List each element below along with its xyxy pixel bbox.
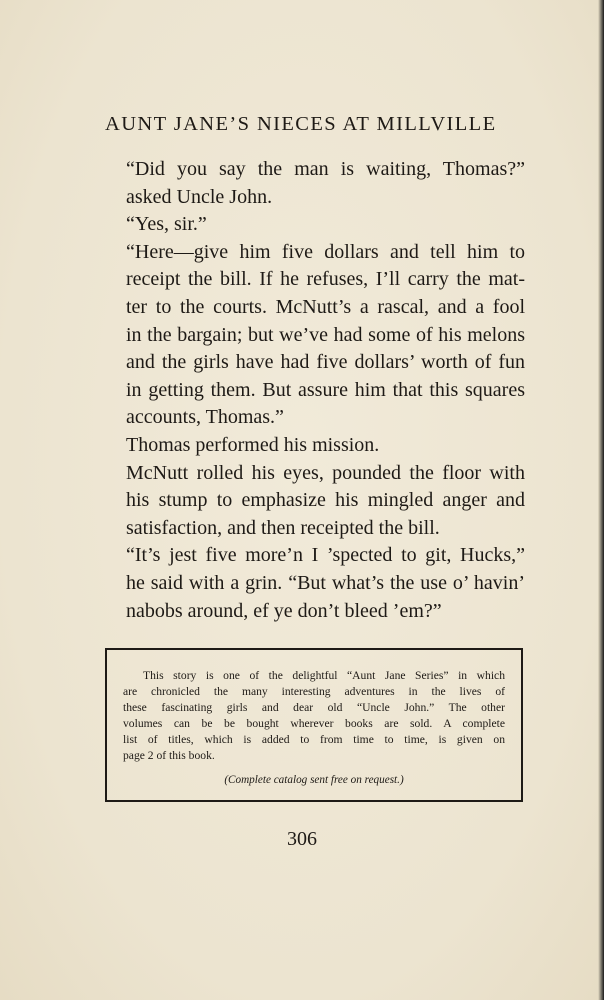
text-line: Thomas performed his mission.: [126, 433, 380, 456]
notice-line: list of titles, which is added to from time to time, is given on: [123, 733, 505, 746]
series-notice-box: [105, 648, 523, 802]
text-line: satisfaction, and then receipted the bill.: [126, 516, 440, 539]
paragraph: [105, 432, 525, 460]
text-line: in the bargain; but we’ve had some of his melons: [126, 323, 525, 346]
page-number: 306: [287, 828, 317, 850]
series-notice-text: [123, 668, 505, 764]
text-line: asked Uncle John.: [126, 185, 273, 208]
paragraph: [105, 542, 525, 625]
text-line: “Yes, sir.”: [126, 213, 207, 236]
text-line: “Did you say the man is waiting, Thomas?”: [126, 158, 525, 180]
notice-line: these fascinating girls and dear old “Uncle John.” The other: [123, 701, 505, 714]
paragraph: [105, 156, 525, 211]
notice-line: are chronicled the many interesting adventures in the lives of: [123, 685, 505, 698]
text-line: nabobs around, ef ye don’t bleed ’em?”: [126, 599, 442, 622]
text-line: “It’s jest five more’n I ’spected to git, Hucks,”: [126, 544, 525, 567]
body-text: [105, 156, 525, 625]
catalog-note: (Complete catalog sent free on request.): [224, 774, 404, 786]
text-line: ter to the courts. McNutt’s a rascal, and a fool: [126, 295, 525, 318]
paragraph: [105, 211, 525, 239]
notice-line: page 2 of this book.: [123, 749, 215, 762]
text-line: receipt the bill. If he refuses, I’ll carry the mat-: [126, 268, 525, 291]
text-line: he said with a grin. “But what’s the use o’ havin’: [126, 571, 525, 594]
text-line: his stump to emphasize his mingled anger and: [126, 489, 525, 512]
text-line: McNutt rolled his eyes, pounded the floor with: [126, 461, 525, 484]
notice-line: This story is one of the delightful “Aunt Jane Series” in which: [143, 669, 505, 682]
text-line: “Here—give him five dollars and tell him to: [126, 240, 525, 263]
text-line: accounts, Thomas.”: [126, 406, 284, 429]
text-line: in getting them. But assure him that this squares: [126, 378, 525, 401]
paragraph: [105, 239, 525, 432]
running-head: AUNT JANE’S NIECES AT MILLVILLE: [105, 113, 497, 135]
notice-line: volumes can be be bought wherever books are sold. A complete: [123, 717, 505, 730]
paragraph: [105, 460, 525, 543]
text-line: and the girls have had five dollars’ worth of fun: [126, 351, 525, 374]
